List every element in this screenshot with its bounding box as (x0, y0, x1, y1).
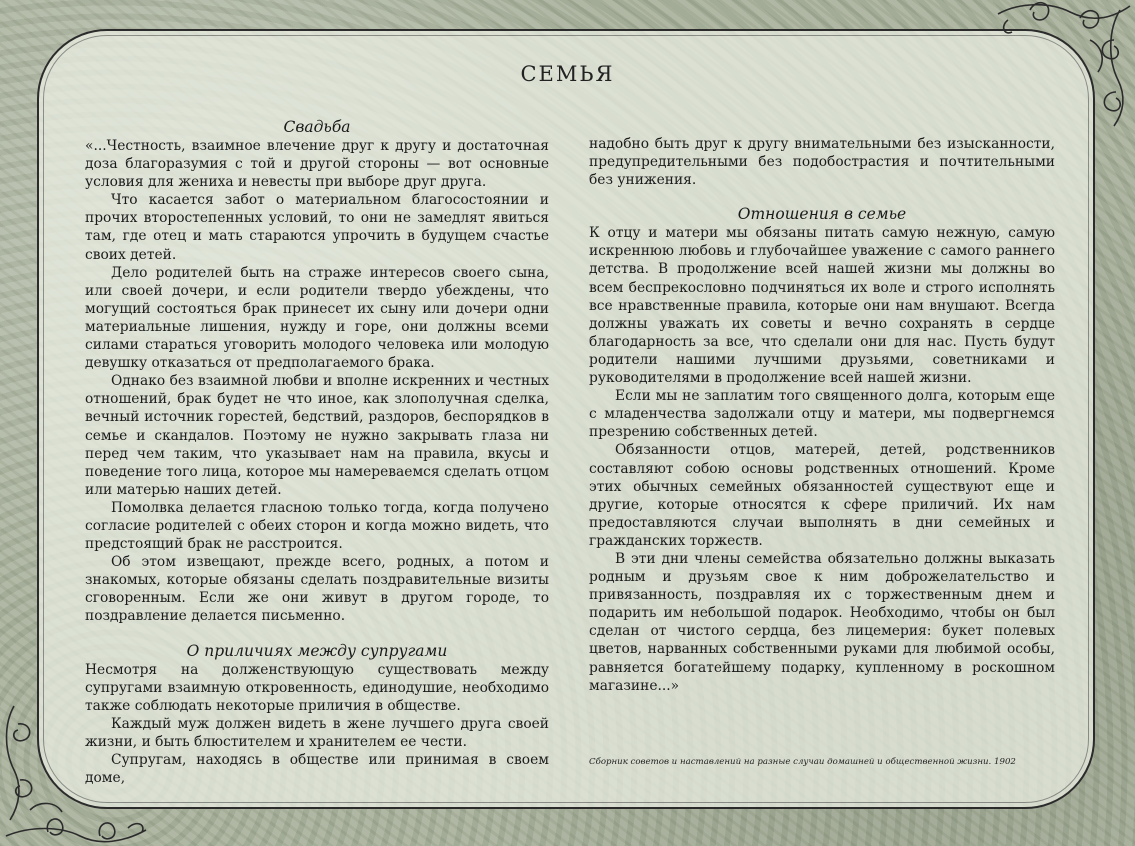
paragraph: «...Честность, взаимное влечение друг к другу и достаточная доза благоразумия с той и другой стороны — вот основные условия для жениха и невесты при выборе друг друга. (85, 138, 549, 191)
paragraph: Об этом извещают, прежде всего, родных, а потом и знакомых, которые обязаны сделать поздравительные визиты сговоренным. Если же они живут в другом городе, то поздравление делается письменно. (85, 554, 549, 625)
paragraph: Каждый муж должен видеть в жене лучшего друга своей жизни, и быть блюстителем и хранителем ее чести. (85, 715, 549, 750)
spouses-heading: О приличиях между супругами (186, 641, 448, 660)
paragraph: Что касается забот о материальном благосостоянии и прочих второстепенных условий, то они не замедлят явиться там, где отец и мать стараются упрочить в будущем счастье своих детей. (85, 192, 549, 263)
paragraph: Однако без взаимной любви и вполне искренних и честных отношений, брак будет не что иное, как злополучная сделка, вечный источник горестей, бедствий, раздоров, беспорядков в семье и скандалов. Поэтому не нужно закрывать глаза ни перед чем таким, что указывает нам на правила, вкусы и поведение того лица, которое мы намереваемся сделать отцом или матерью наших детей. (85, 373, 549, 498)
page-title: СЕМЬЯ (520, 62, 615, 86)
left-column (85, 117, 549, 787)
paragraph: Супругам, находясь в обществе или принимая в своем доме, (85, 752, 549, 787)
paragraph: Обязанности отцов, матерей, детей, родственников составляют собою основы родственных отношений. Кроме этих обычных семейных обязанностей существуют еще и другие, которые относятся к сфере приличий. Их нам предоставляются случаи выполнять в дни семейных и гражданских торжеств. (589, 442, 1055, 549)
paragraph: Несмотря на долженствующую существовать между супругами взаимную откровенность, единодушие, необходимо также соблюдать некоторые приличия в обществе. (85, 661, 549, 714)
paragraph: Дело родителей быть на страже интересов своего сына, или своей дочери, и если родители твердо убеждены, что могущий состояться брак принесет их сыну или дочери одни материальные лишения, нужду и горе, они должны всеми силами стараться уговорить молодого человека или молодую девушку отказаться от предполагаемого брака. (85, 264, 549, 372)
family-heading: Отношения в семье (737, 205, 907, 224)
paragraph: К отцу и матери мы обязаны питать самую нежную, самую искреннюю любовь и глубочайшее уважение с самого раннего детства. В продолжение всей нашей жизни мы должны во всем беспрекословно подчиняться их воле и строго исполнять все нравственные правила, которые они нам внушают. Всегда должны уважать их советы и вечно сохранять в сердце благодарность за все, что сделали они для нас. Пусть будут родители нашими лучшими друзьями, советниками и руководителями в продолжение всей нашей жизни. (589, 225, 1055, 387)
wedding-heading: Свадьба (283, 118, 351, 136)
source-citation: Сборник советов и наставлений на разные случаи домашней и общественной жизни. 1902 (589, 757, 1016, 767)
paragraph-continuation: надобно быть друг к другу внимательными без изысканности, предупредительными без подобострастия и почтительными без унижения. (589, 136, 1055, 189)
paragraph: Если мы не заплатим того священного долга, которым еще с младенчества задолжали отцу и матери, мы подвергнемся презрению собственных детей. (589, 388, 1055, 441)
right-column (589, 135, 1055, 695)
paragraph: В эти дни члены семейства обязательно должны выказать родным и друзьям свое к ним доброжелательство и привязанность, поздравляя их с торжественным днем и подарить им небольшой подарок. Необходимо, чтобы он был сделан от чистого сердца, без лицемерия: букет полевых цветов, нарванных собственными руками для любимой особы, равняется богатейшему подарку, купленному в роскошном магазине...» (589, 550, 1055, 694)
paragraph: Помолвка делается гласною только тогда, когда получено согласие родителей с обеих сторон и когда можно видеть, что предстоящий брак не расстроится. (85, 499, 549, 553)
